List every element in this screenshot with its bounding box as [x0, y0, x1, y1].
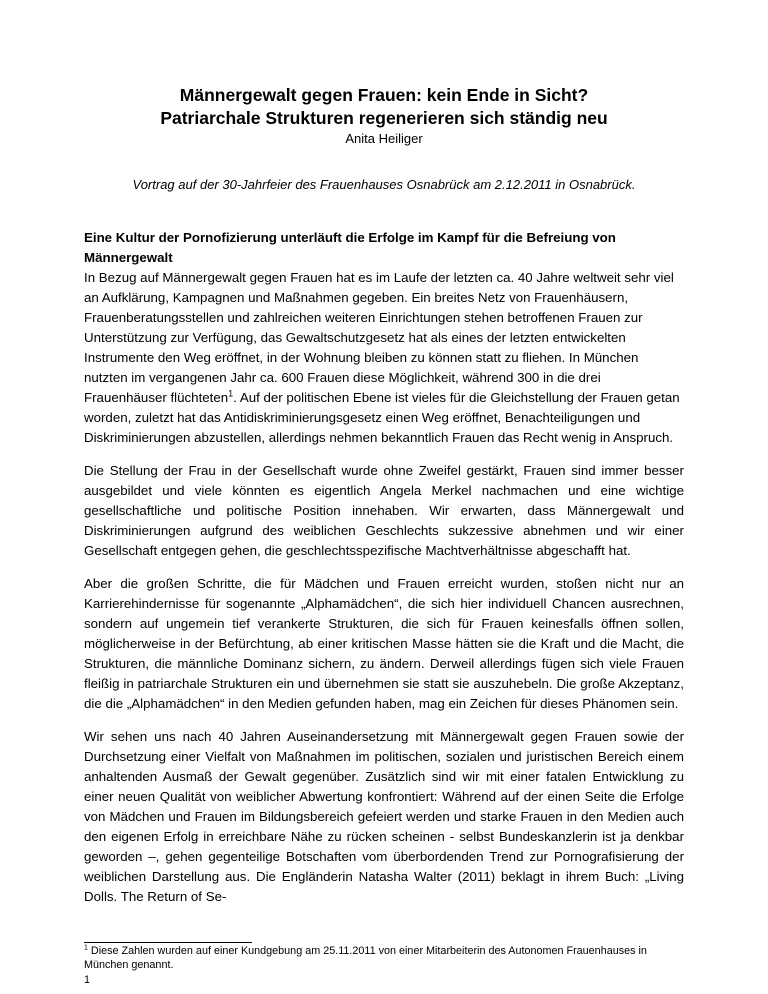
- paragraph-3: Aber die großen Schritte, die für Mädchen und Frauen erreicht wurden, stoßen nicht nur an Karrierehindernisse für sogenannte „Alphamädchen“, die sich hier individuell Chancen ausrechnen, sondern auf ungemein tief verankerte Strukturen, die sich für Frauen keinesfalls öffnen sollen, möglicherweise in der Befürchtung, ab einer kritischen Masse hätten sie die Kraft und die Macht, die Strukturen, die männliche Dominanz sichern, zu ändern. Derweil allerdings fügen sich viele Frauen fleißig in patriarchale Strukturen ein und übernehmen sie statt sie auszuhebeln. Die große Akzeptanz, die die „Alphamädchen“ in den Medien gefunden haben, mag ein Zeichen für dieses Phänomen sein.: [84, 576, 684, 711]
- paragraph-1-text-a: In Bezug auf Männergewalt gegen Frauen hat es im Laufe der letzten ca. 40 Jahre weltweit sehr viel an Aufklärung, Kampagnen und Maßnahmen gegeben. Ein breites Netz von Frauenhäusern, Frauenberatungsstellen und zahlreichen weiteren Einrichtungen stehen betroffenen Frauen zur Unterstützung zur Verfügung, das Gewaltschutzgesetz hat als eines der letzten entwickelten Instrumente den Weg eröffnet, in der Wohnung bleiben zu können statt zu fliehen. In München nutzten im vergangenen Jahr ca. 600 Frauen diese Möglichkeit, während 300 in die drei Frauenhäuser flüchteten: [84, 270, 674, 405]
- document-author: Anita Heiliger: [345, 131, 423, 146]
- footnote: [84, 944, 684, 972]
- paragraph-4: Wir sehen uns nach 40 Jahren Auseinandersetzung mit Männergewalt gegen Frauen sowie der Durchsetzung einer Vielfalt von Maßnahmen im politischen, sozialen und juristischen Bereich einem anhaltenden Ausmaß der Gewalt gegenüber. Zusätzlich sind wir mit einer fatalen Entwicklung zu einer neuen Qualität von weiblicher Abwertung konfrontiert: Während auf der einen Seite die Erfolge von Mädchen und Frauen im Bildungsbereich gefeiert werden und starke Frauen in den Medien auch den eigenen Erfolg in erreichbare Nähe zu rücken scheinen - selbst Bundeskanzlerin ist ja denkbar geworden –, gehen gegenteilige Botschaften vom überbordenden Trend zur Pornografisierung der weiblichen Darstellung aus. Die Engländerin Natasha Walter (2011) beklagt in ihrem Buch: „Living Dolls. The Return of Se-: [84, 729, 684, 904]
- footnote-text: Diese Zahlen wurden auf einer Kundgebung am 25.11.2011 von einer Mitarbeiterin des Autonomen Frauenhauses in München genannt.: [84, 945, 647, 971]
- page-number: 1: [84, 974, 91, 986]
- paragraph-1: [84, 268, 684, 448]
- document-title-line1: Männergewalt gegen Frauen: kein Ende in Sicht?: [179, 85, 589, 105]
- footnote-divider: [84, 942, 252, 943]
- document-title-line2: Patriarchale Strukturen regenerieren sich ständig neu: [160, 108, 608, 128]
- document-body: [84, 228, 684, 907]
- document-venue-note: Vortrag auf der 30-Jahrfeier des Frauenhauses Osnabrück am 2.12.2011 in Osnabrück.: [132, 177, 636, 192]
- footnote-mark: 1: [84, 944, 88, 952]
- paragraph-2: Die Stellung der Frau in der Gesellschaft wurde ohne Zweifel gestärkt, Frauen sind immer besser ausgebildet und viele könnten es eigentlich Angela Merkel nachmachen und eine wichtige gesellschaftliche und politische Position innehaben. Wir erwarten, dass Männergewalt und Diskriminierungen aufgrund des weiblichen Geschlechts sukzessive abnehmen und wir einer Gesellschaft entgegen gehen, die geschlechtsspezifische Machtverhältnisse abgeschafft hat.: [84, 463, 684, 558]
- section-heading: Eine Kultur der Pornofizierung unterläuft die Erfolge im Kampf für die Befreiung von Männergewalt: [84, 230, 616, 265]
- footnote-reference[interactable]: 1: [228, 388, 234, 399]
- paragraph-1-text-b: . Auf der politischen Ebene ist vieles für die Gleichstellung der Frauen getan worden, zuletzt hat das Antidiskriminierungsgesetz einen Weg eröffnet, Benachteiligungen und Diskriminierungen abzustellen, allerdings nehmen bekanntlich Frauen das Recht wenig in Anspruch.: [84, 390, 680, 445]
